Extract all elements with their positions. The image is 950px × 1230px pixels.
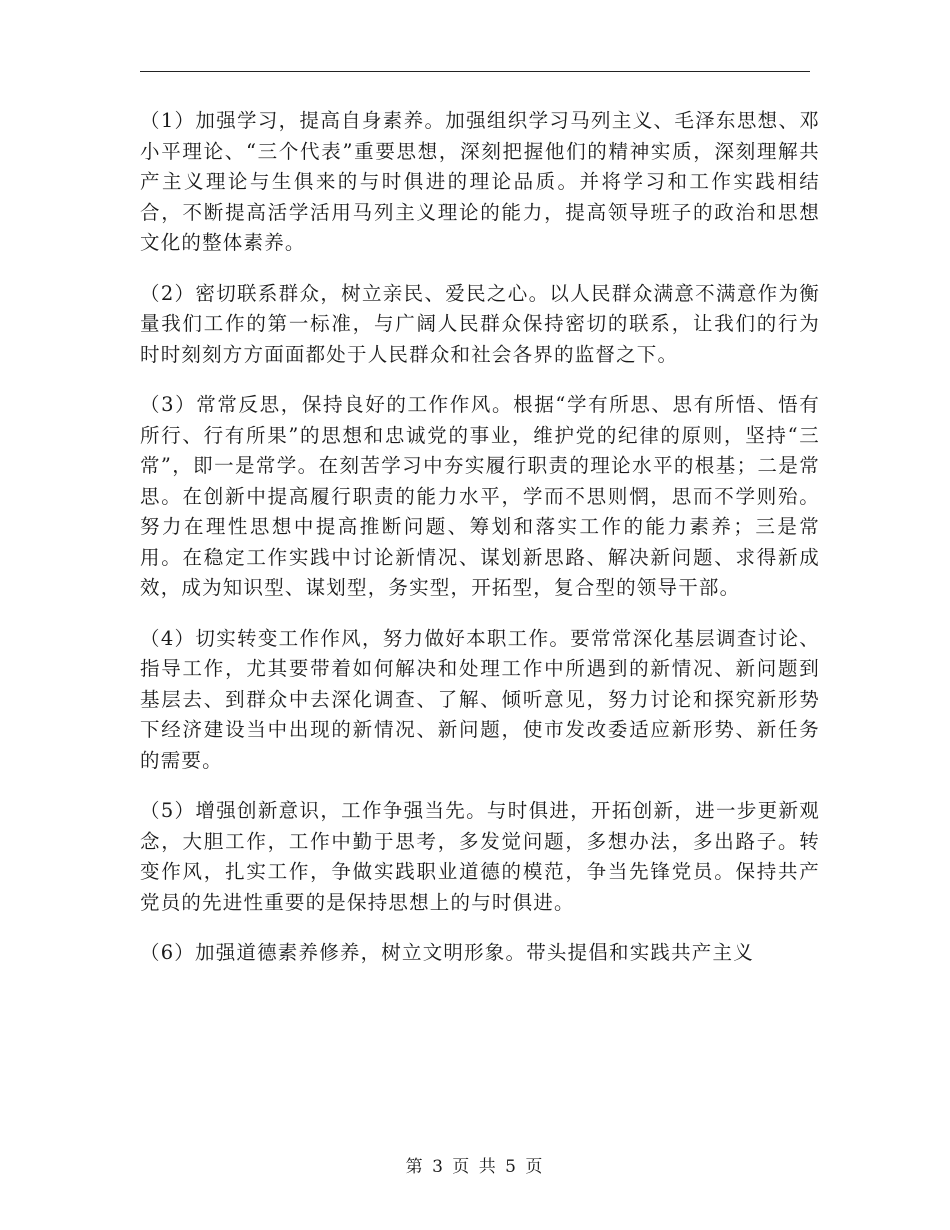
paragraph-3: （3）常常反思，保持良好的工作作风。根据“学有所思、思有所悟、悟有所行、行有所果”的思想和忠诚党的事业，维护党的纪律的原则，坚持“三常”，即一是常学。在刻苦学习中夯实履行职责的理论水平的根基；二是常思。在创新中提高履行职责的能力水平，学而不思则惘，思而不学则殆。努力在理性思想中提高推断问题、筹划和落实工作的能力素养；三是常用。在稳定工作实践中讨论新情况、谋划新思路、解决新问题、求得新成效，成为知识型、谋划型，务实型，开拓型，复合型的领导干部。 [140, 393, 820, 599]
page-number: 第 3 页 共 5 页 [405, 1157, 545, 1177]
paragraph-1: （1）加强学习，提高自身素养。加强组织学习马列主义、毛泽东思想、邓小平理论、“三个代表”重要思想，深刻把握他们的精神实质，深刻理解共产主义理论与生俱来的与时俱进的理论品质。并将学习和工作实践相结合，不断提高活学活用马列主义理论的能力，提高领导班子的政治和思想文化的整体素养。 [140, 109, 820, 254]
paragraph-4: （4）切实转变工作作风，努力做好本职工作。要常常深化基层调查讨论、指导工作，尤其要带着如何解决和处理工作中所遇到的新情况、新问题到基层去、到群众中去深化调查、了解、倾听意见，努力讨论和探究新形势下经济建设当中出现的新情况、新问题，使市发改委适应新形势、新任务的需要。 [140, 626, 820, 772]
paragraph-6: （6）加强道德素养修养，树立文明形象。带头提倡和实践共产主义 [140, 941, 754, 964]
header-rule [140, 71, 810, 72]
paragraph-5: （5）增强创新意识，工作争强当先。与时俱进，开拓创新，进一步更新观念，大胆工作，工作中勤于思考，多发觉问题，多想办法，多出路子。转变作风，扎实工作，争做实践职业道德的模范，争当先锋党员。保持共产党员的先进性重要的是保持思想上的与时俱进。 [140, 799, 820, 914]
body-text [140, 106, 820, 989]
paragraph-2: （2）密切联系群众，树立亲民、爱民之心。以人民群众满意不满意作为衡量我们工作的第一标准，与广阔人民群众保持密切的联系，让我们的行为时时刻刻方方面面都处于人民群众和社会各界的监督之下。 [140, 281, 820, 366]
